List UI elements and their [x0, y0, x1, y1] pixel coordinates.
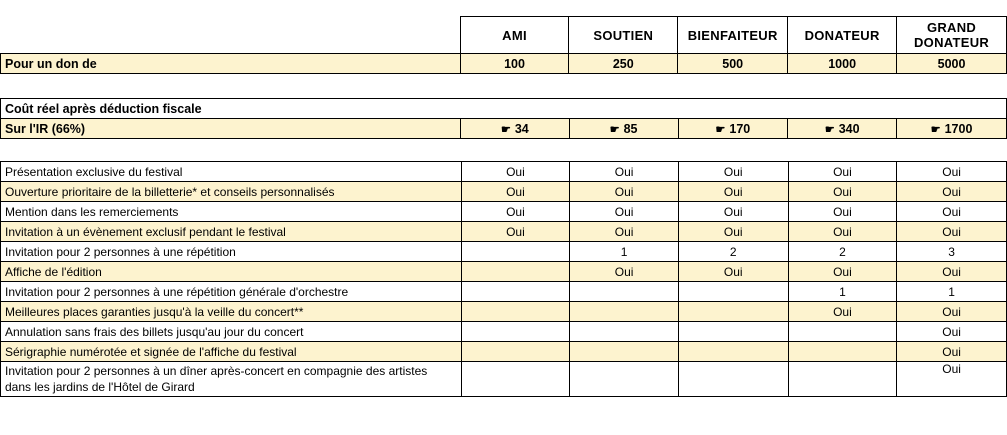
benefit-value: Oui — [678, 162, 788, 182]
benefit-row — [1, 342, 1007, 362]
fiscal-label: Sur l'IR (66%) — [1, 119, 461, 139]
benefit-row — [1, 262, 1007, 282]
benefit-value: Oui — [678, 222, 788, 242]
hand-pointer-icon: ☛ — [715, 123, 726, 136]
benefit-row — [1, 362, 1007, 397]
level-header: GRAND DONATEUR — [897, 17, 1007, 54]
fiscal-title: Coût réel après déduction fiscale — [1, 99, 1007, 119]
benefit-label: Mention dans les remerciements — [1, 202, 462, 222]
benefit-label: Invitation pour 2 personnes à un dîner après-concert en compagnie des artistes dans les jardins de l'Hôtel de Girard — [1, 362, 462, 397]
benefit-value — [570, 342, 679, 362]
benefit-value: Oui — [461, 162, 570, 182]
donation-value: 100 — [460, 54, 569, 74]
level-header: SOUTIEN — [569, 17, 678, 54]
benefit-value — [461, 262, 570, 282]
benefit-value: Oui — [788, 202, 897, 222]
benefit-label: Annulation sans frais des billets jusqu'au jour du concert — [1, 322, 462, 342]
level-header: AMI — [460, 17, 569, 54]
benefit-label: Invitation à un évènement exclusif pendant le festival — [1, 222, 462, 242]
benefit-value — [788, 362, 897, 397]
benefit-row — [1, 182, 1007, 202]
benefit-value — [570, 282, 679, 302]
benefit-value: Oui — [897, 202, 1007, 222]
benefit-value: Oui — [570, 222, 679, 242]
benefit-value: Oui — [897, 362, 1007, 397]
benefit-value: Oui — [897, 182, 1007, 202]
benefit-value: Oui — [788, 302, 897, 322]
fiscal-value: 85 — [623, 121, 638, 136]
benefit-label: Invitation pour 2 personnes à une répétition — [1, 242, 462, 262]
fiscal-value: 34 — [514, 121, 529, 136]
benefit-value — [788, 342, 897, 362]
benefit-value: Oui — [788, 262, 897, 282]
benefit-value: Oui — [788, 222, 897, 242]
donation-value: 250 — [569, 54, 678, 74]
benefit-value — [788, 322, 897, 342]
benefit-label: Sérigraphie numérotée et signée de l'affiche du festival — [1, 342, 462, 362]
benefit-value: 2 — [678, 242, 788, 262]
fiscal-value: 1700 — [944, 121, 973, 136]
level-header: BIENFAITEUR — [678, 17, 788, 54]
benefit-value — [461, 242, 570, 262]
benefit-value: Oui — [897, 262, 1007, 282]
benefit-value: Oui — [788, 162, 897, 182]
donation-value: 5000 — [897, 54, 1007, 74]
donation-value: 1000 — [788, 54, 897, 74]
donation-table — [0, 16, 1007, 74]
benefit-value: Oui — [678, 262, 788, 282]
benefit-value: Oui — [570, 162, 679, 182]
fiscal-value: 340 — [838, 121, 860, 136]
donation-label: Pour un don de — [1, 54, 461, 74]
benefit-value — [461, 322, 570, 342]
benefit-value — [461, 282, 570, 302]
benefit-label: Meilleures places garanties jusqu'à la veille du concert** — [1, 302, 462, 322]
benefit-value: Oui — [897, 162, 1007, 182]
benefit-value: Oui — [570, 182, 679, 202]
fiscal-value: 170 — [729, 121, 751, 136]
hand-pointer-icon: ☛ — [824, 123, 835, 136]
benefit-value: Oui — [570, 202, 679, 222]
benefit-label: Affiche de l'édition — [1, 262, 462, 282]
benefit-value: 1 — [897, 282, 1007, 302]
benefit-row — [1, 302, 1007, 322]
benefit-value — [461, 342, 570, 362]
benefit-value: Oui — [570, 262, 679, 282]
benefit-label: Invitation pour 2 personnes à une répétition générale d'orchestre — [1, 282, 462, 302]
benefit-value: 1 — [788, 282, 897, 302]
benefit-value — [678, 282, 788, 302]
benefits-table — [0, 161, 1007, 397]
benefit-value: Oui — [461, 202, 570, 222]
benefit-value — [570, 362, 679, 397]
benefit-value: Oui — [461, 222, 570, 242]
benefit-value — [461, 362, 570, 397]
hand-pointer-icon: ☛ — [930, 123, 941, 136]
fiscal-table — [0, 98, 1007, 139]
benefit-value: Oui — [897, 302, 1007, 322]
benefit-value — [570, 302, 679, 322]
benefit-value: Oui — [788, 182, 897, 202]
benefit-row — [1, 162, 1007, 182]
benefit-value — [678, 322, 788, 342]
benefit-label: Présentation exclusive du festival — [1, 162, 462, 182]
header-spacer — [1, 17, 461, 54]
benefit-value — [570, 322, 679, 342]
benefit-value: Oui — [678, 202, 788, 222]
benefit-value: Oui — [897, 222, 1007, 242]
benefit-label: Ouverture prioritaire de la billetterie* et conseils personnalisés — [1, 182, 462, 202]
benefit-value — [678, 342, 788, 362]
benefit-row — [1, 222, 1007, 242]
benefit-row — [1, 282, 1007, 302]
benefit-value — [678, 362, 788, 397]
benefit-value: Oui — [678, 182, 788, 202]
benefit-row — [1, 202, 1007, 222]
benefit-value: 3 — [897, 242, 1007, 262]
benefit-row — [1, 322, 1007, 342]
benefit-value — [461, 302, 570, 322]
benefit-value: Oui — [461, 182, 570, 202]
benefit-value: 1 — [570, 242, 679, 262]
benefit-row — [1, 242, 1007, 262]
hand-pointer-icon: ☛ — [500, 123, 511, 136]
level-header: DONATEUR — [788, 17, 897, 54]
benefit-value: 2 — [788, 242, 897, 262]
benefit-value: Oui — [897, 322, 1007, 342]
benefit-value: Oui — [897, 342, 1007, 362]
donation-value: 500 — [678, 54, 788, 74]
benefit-value — [678, 302, 788, 322]
hand-pointer-icon: ☛ — [609, 123, 620, 136]
